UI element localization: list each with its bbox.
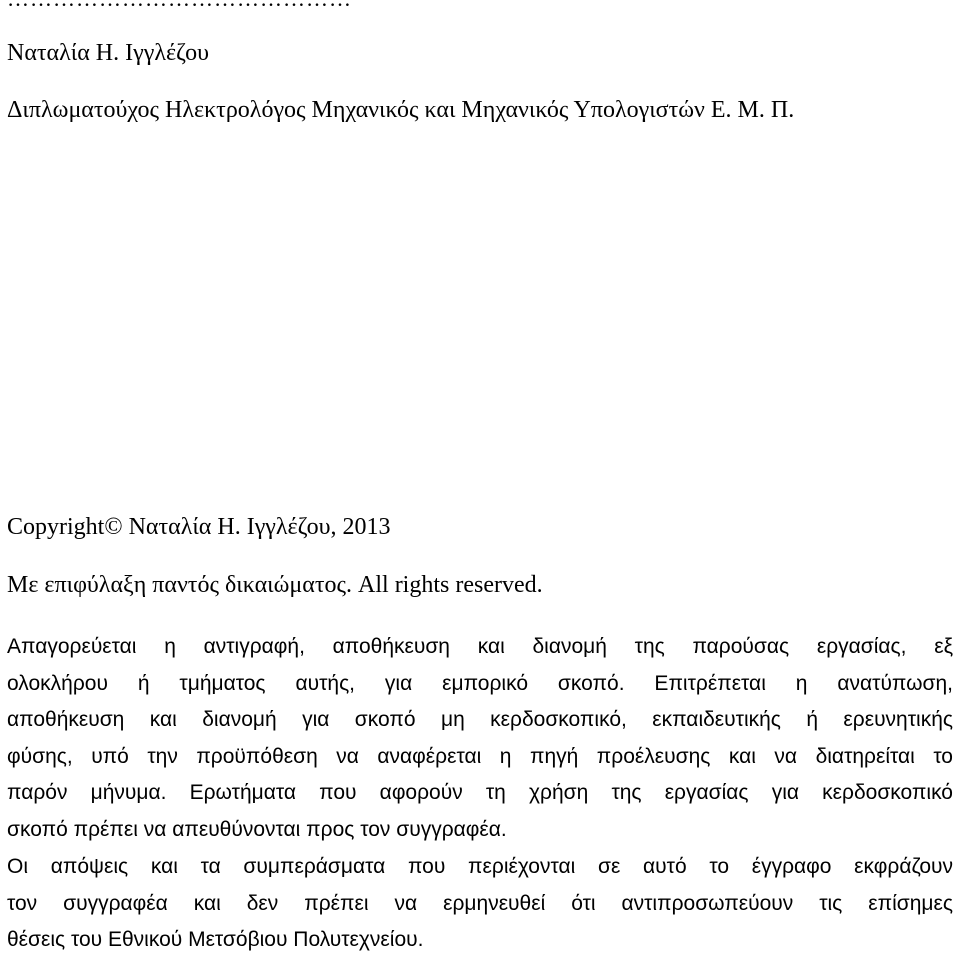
rights-reserved: Με επιφύλαξη παντός δικαιώματος. All rights reserved. [7,572,543,598]
dotted-placeholder-line [7,0,352,12]
paragraph-line: αποθήκευση και διανομή για σκοπό μη κερδοσκοπικό, εκπαιδευτικής ή ερευνητικής [7,708,953,732]
paragraph-line: τον συγγραφέα και δεν πρέπει να ερμηνευθεί ότι αντιπροσωπεύουν τις επίσημες [7,891,953,915]
paragraph-line: σκοπό πρέπει να απευθύνονται προς τον συγγραφέα. [7,817,507,841]
paragraph-line: Οι απόψεις και τα συμπεράσματα που περιέχονται σε αυτό το έγγραφο εκφράζουν [7,855,953,878]
author-name: Ναταλία Η. Ιγγλέζου [7,40,209,66]
disclaimer-paragraph [7,849,953,959]
paragraph-line: φύσης, υπό την προϋπόθεση να αναφέρεται η πηγή προέλευσης και να διατηρείται το [7,744,953,768]
paragraph-line: Απαγορεύεται η αντιγραφή, αποθήκευση και διανομή της παρούσας εργασίας, εξ [7,635,953,658]
paragraph-line: ολοκλήρου ή τμήματος αυτής, για εμπορικό σκοπό. Επιτρέπεται η ανατύπωση, [7,671,953,695]
paragraph-line: παρόν μήνυμα. Ερωτήματα που αφορούν τη χρήση της εργασίας για κερδοσκοπικό [7,781,953,805]
author-degree: Διπλωματούχος Ηλεκτρολόγος Μηχανικός και Μηχανικός Υπολογιστών Ε. Μ. Π. [7,97,795,123]
paragraph-line: θέσεις του Εθνικού Μετσόβιου Πολυτεχνείου. [7,928,424,952]
usage-terms-paragraph [7,629,953,849]
copyright-notice: Copyright© Ναταλία Η. Ιγγλέζου, 2013 [7,514,391,540]
